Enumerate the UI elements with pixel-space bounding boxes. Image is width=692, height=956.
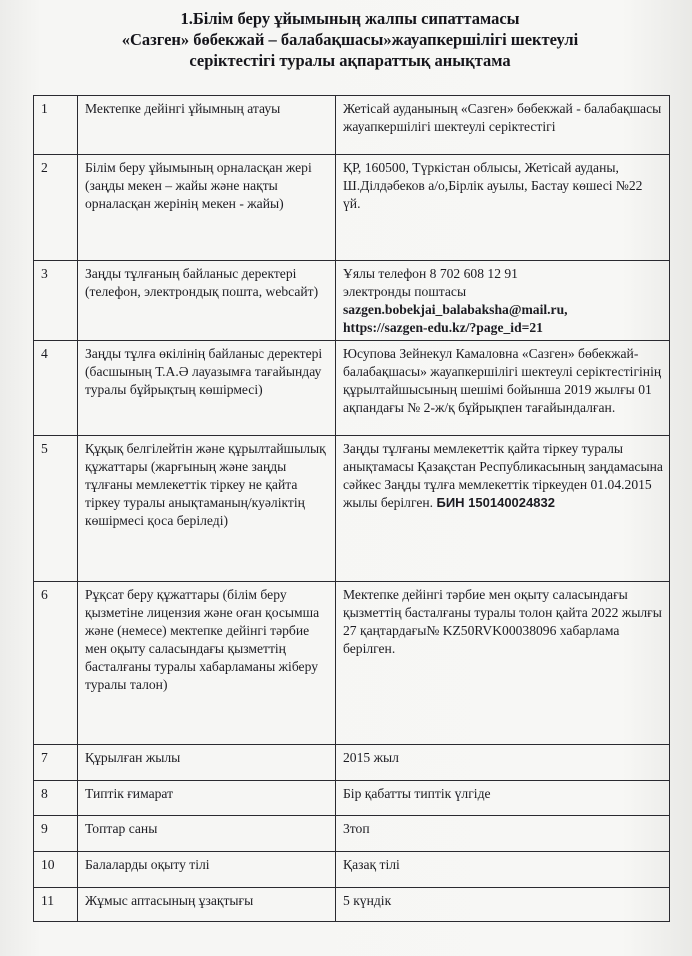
row-label: Балаларды оқыту тілі	[78, 852, 336, 888]
row-value	[336, 436, 670, 582]
row-label: Құқық белгілейтін және құрылтайшылық құжаттары (жарғының және заңды тұлғаны мемлекеттік тіркеу не қайта тіркеу туралы анықтаманың/куәліктің көшірмесі қоса беріледі)	[78, 436, 336, 582]
row-number: 11	[34, 888, 78, 922]
email-link[interactable]: sazgen.bobekjai_balabaksha@mail.ru,	[343, 302, 568, 317]
document-title	[60, 8, 640, 71]
website-link[interactable]: https://sazgen-edu.kz/?page_id=21	[343, 320, 543, 335]
row-number: 1	[34, 96, 78, 155]
row-number: 3	[34, 261, 78, 341]
row-value: ҚР, 160500, Түркістан облысы, Жетісай ауданы, Ш.Ділдәбеков а/о,Бірлік ауылы, Бастау көшесі №22 үй.	[336, 155, 670, 261]
table-row	[34, 96, 670, 155]
table-row	[34, 816, 670, 852]
table-row	[34, 888, 670, 922]
row-value: Юсупова Зейнекул Камаловна «Сазген» бөбекжай-балабақшасы» жауапкершілігі шектеулі серіктестігінің құрылтайшысының шешімі бойынша 2019 жылғы 01 ақпандағы № 2-ж/қ бұйрықпен тағайындалған.	[336, 341, 670, 436]
title-line-2: «Сазген» бөбекжай – балабақшасы»жауапкершілігі шектеулі	[121, 30, 579, 49]
row-label: Заңды тұлға өкілінің байланыс деректері (басшының Т.А.Ә лауазымға тағайындау туралы бұйрықтың көшірмесі)	[78, 341, 336, 436]
phone-text: Ұялы телефон 8 702 608 12 91	[343, 266, 518, 281]
bin-number: БИН 150140024832	[436, 495, 555, 510]
table-row	[34, 745, 670, 781]
row-label: Жұмыс аптасының ұзақтығы	[78, 888, 336, 922]
row-value: Қазақ тілі	[336, 852, 670, 888]
title-line-1: 1.Білім беру ұйымының жалпы сипаттамасы	[180, 9, 520, 28]
row-number: 4	[34, 341, 78, 436]
info-table	[33, 95, 670, 922]
row-value: Мектепке дейінгі тәрбие мен оқыту саласындағы қызметтің басталғаны туралы толон қайта 2022 жылғы 27 қаңтардағы№ KZ50RVK00038096 хабарлама берілген.	[336, 582, 670, 745]
table-row	[34, 852, 670, 888]
row-label: Заңды тұлғаның байланыс деректері (телефон, электрондық пошта, webсайт)	[78, 261, 336, 341]
row-value	[336, 261, 670, 341]
table-row	[34, 436, 670, 582]
table-row	[34, 341, 670, 436]
row-number: 2	[34, 155, 78, 261]
email-label: электронды поштасы	[343, 284, 467, 299]
row-number: 7	[34, 745, 78, 781]
row-value: Жетісай ауданының «Сазген» бөбекжай - балабақшасы жауапкершілігі шектеулі серіктестігі	[336, 96, 670, 155]
row-value: Бір қабатты типтік үлгіде	[336, 781, 670, 816]
row-number: 5	[34, 436, 78, 582]
table-row	[34, 261, 670, 341]
row-number: 10	[34, 852, 78, 888]
row-number: 8	[34, 781, 78, 816]
table-row	[34, 155, 670, 261]
row-number: 6	[34, 582, 78, 745]
row-label: Рұқсат беру құжаттары (білім беру қызметіне лицензия және оған қосымша және (немесе) мектепке дейінгі тәрбие мен оқыту саласындағы қызметтің басталғаны туралы хабарламаны жіберу туралы талон)	[78, 582, 336, 745]
table-row	[34, 582, 670, 745]
row-label: Білім беру ұйымының орналасқан жері (заңды мекен – жайы және нақты орналасқан жерінің мекен - жайы)	[78, 155, 336, 261]
title-line-3: серіктестігі туралы ақпараттық анықтама	[189, 51, 511, 70]
row-label: Типтік ғимарат	[78, 781, 336, 816]
row-label: Мектепке дейінгі ұйымның атауы	[78, 96, 336, 155]
row-label: Құрылған жылы	[78, 745, 336, 781]
table-row	[34, 781, 670, 816]
row-value: 3топ	[336, 816, 670, 852]
registration-text: Заңды тұлғаны мемлекеттік қайта тіркеу туралы анықтамасы Қазақстан Республикасының заңдамасына сәйкес Заңды тұлға мемлекеттік тіркеуден 01.04.2015 жылы берілген.	[343, 441, 663, 510]
row-number: 9	[34, 816, 78, 852]
row-value: 5 күндік	[336, 888, 670, 922]
row-value: 2015 жыл	[336, 745, 670, 781]
row-label: Топтар саны	[78, 816, 336, 852]
